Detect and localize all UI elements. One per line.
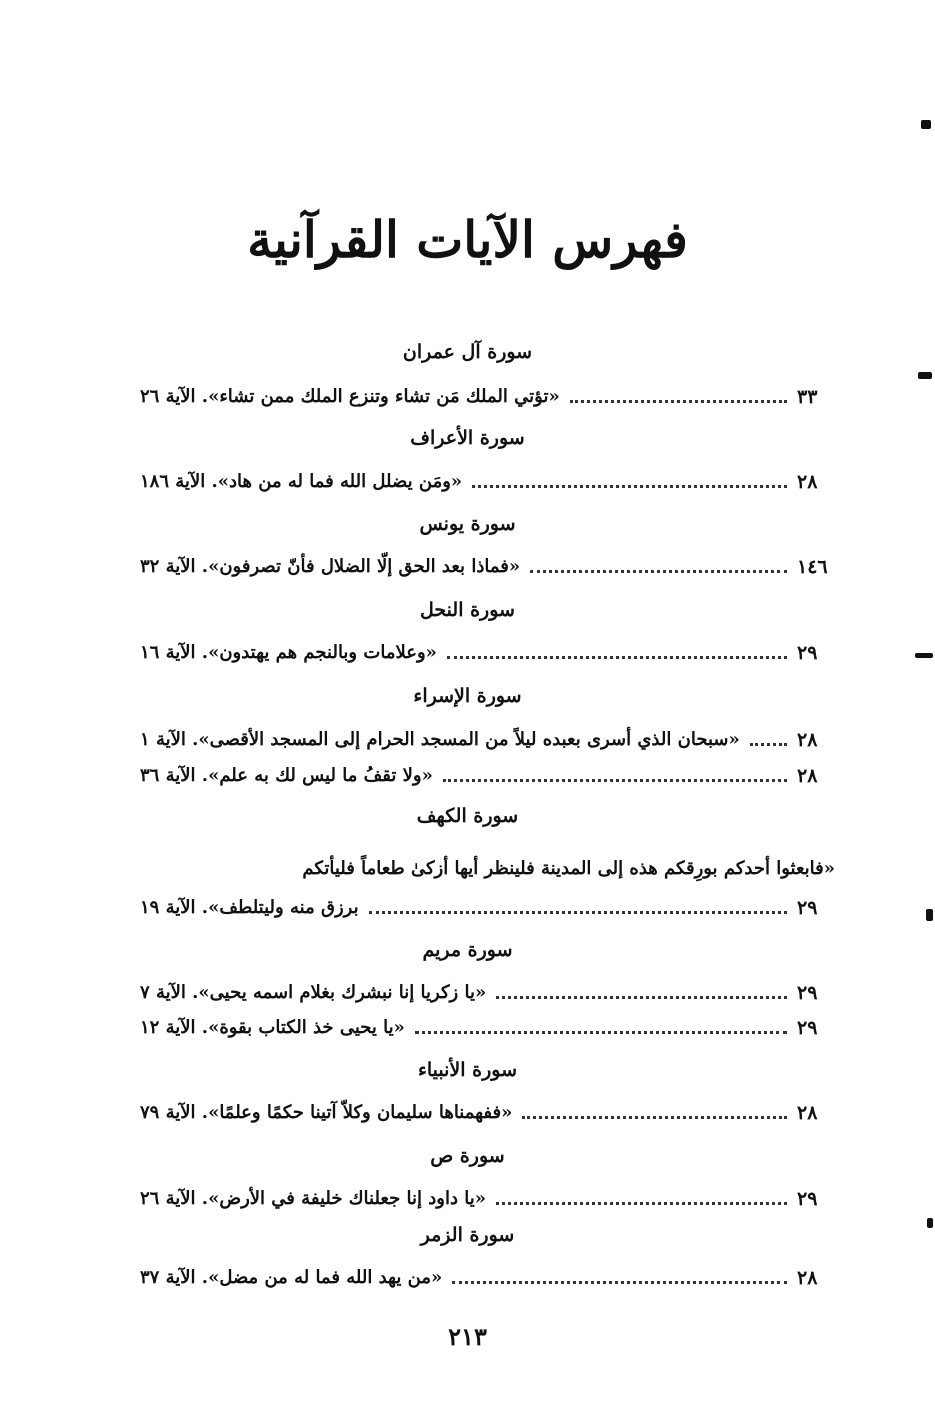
verse-text-line: «فابعثوا أحدكم بورِقكم هذه إلى المدينة فلينظر أيها أزكىٰ طعاماً فليأتكم bbox=[302, 858, 835, 879]
surah-heading: سورة يونس bbox=[419, 513, 516, 535]
verse-text: «ومَن يضلل الله فما له من هاد». الآية ١٨٦ bbox=[140, 471, 463, 492]
verse-text: «وعلامات وبالنجم هم يهتدون». الآية ١٦ bbox=[140, 642, 437, 663]
dot-leader bbox=[522, 1112, 787, 1119]
dot-leader bbox=[443, 775, 787, 782]
surah-heading: سورة مريم bbox=[422, 939, 513, 961]
page-ref: ٢٨ bbox=[797, 1101, 818, 1124]
verse-text: «فماذا بعد الحق إلّا الضلال فأنّ تصرفون». الآية ٣٢ bbox=[140, 556, 521, 577]
surah-heading: سورة الأعراف bbox=[410, 427, 525, 449]
page-ref: ٢٩ bbox=[797, 896, 818, 919]
page-ref: ٢٩ bbox=[797, 981, 818, 1004]
page-ref: ٢٨ bbox=[797, 1266, 818, 1289]
verse-entry bbox=[140, 1014, 835, 1042]
page-ref: ٢٩ bbox=[797, 1187, 818, 1210]
verse-entry bbox=[140, 1099, 835, 1127]
scan-mark bbox=[921, 120, 931, 129]
dot-leader bbox=[496, 992, 787, 999]
page-title: فهرس الآيات القرآنية bbox=[247, 210, 688, 269]
verse-text: «يا زكريا إنا نبشرك بغلام اسمه يحيى». الآية ٧ bbox=[140, 982, 487, 1003]
verse-entry bbox=[140, 639, 835, 667]
verse-entry bbox=[140, 894, 835, 922]
verse-text: «يا داود إنا جعلناك خليفة في الأرض». الآية ٢٦ bbox=[140, 1188, 487, 1209]
dot-leader bbox=[472, 481, 787, 488]
page-ref: ٢٨ bbox=[797, 470, 818, 493]
verse-text: «ففهمناها سليمان وكلاّ آتينا حكمًا وعلمًا». الآية ٧٩ bbox=[140, 1102, 513, 1123]
verse-text: «سبحان الذي أسرى بعبده ليلاً من المسجد الحرام إلى المسجد الأقصى». الآية ١ bbox=[140, 729, 740, 750]
surah-heading: سورة الإسراء bbox=[413, 685, 522, 707]
verse-text: «تؤتي الملك مَن تشاء وتنزع الملك ممن تشاء». الآية ٢٦ bbox=[140, 386, 560, 407]
surah-heading: سورة ص bbox=[430, 1145, 505, 1167]
dot-leader bbox=[496, 1198, 787, 1205]
surah-heading: سورة الكهف bbox=[416, 805, 519, 827]
page-ref: ٢٨ bbox=[797, 764, 818, 787]
scan-mark bbox=[918, 372, 932, 379]
page-ref: ١٤٦ bbox=[797, 555, 828, 578]
verse-entry bbox=[140, 726, 835, 754]
scan-mark bbox=[927, 1218, 933, 1228]
page-ref: ٢٩ bbox=[797, 641, 818, 664]
scan-mark bbox=[915, 653, 933, 658]
dot-leader bbox=[750, 739, 787, 746]
surah-heading: سورة الأنبياء bbox=[417, 1059, 518, 1081]
verse-text: «يا يحيى خذ الكتاب بقوة». الآية ١٢ bbox=[140, 1017, 405, 1038]
verse-entry bbox=[140, 762, 835, 790]
page-ref: ٢٨ bbox=[797, 728, 818, 751]
surah-heading: سورة الزمر bbox=[420, 1224, 515, 1246]
verse-text: برزق منه وليتلطف». الآية ١٩ bbox=[140, 897, 359, 918]
page-ref: ٣٣ bbox=[797, 385, 818, 408]
verse-text: «ولا تقفُ ما ليس لك به علم». الآية ٣٦ bbox=[140, 765, 433, 786]
verse-entry bbox=[140, 979, 835, 1007]
verse-entry bbox=[140, 383, 835, 411]
scan-mark bbox=[926, 909, 933, 921]
dot-leader bbox=[447, 652, 787, 659]
dot-leader bbox=[570, 396, 787, 403]
page-number: ٢١٣ bbox=[448, 1322, 487, 1351]
verse-entry bbox=[140, 553, 835, 581]
dot-leader bbox=[415, 1027, 787, 1034]
page-ref: ٢٩ bbox=[797, 1016, 818, 1039]
dot-leader bbox=[452, 1277, 787, 1284]
verse-entry bbox=[140, 468, 835, 496]
dot-leader bbox=[530, 566, 787, 573]
dot-leader bbox=[369, 907, 787, 914]
verse-text: «من يهد الله فما له من مضل». الآية ٣٧ bbox=[140, 1267, 443, 1288]
surah-heading: سورة النحل bbox=[420, 599, 515, 621]
verse-entry bbox=[140, 1185, 835, 1213]
surah-heading: سورة آل عمران bbox=[402, 341, 533, 363]
verse-entry bbox=[140, 1264, 835, 1292]
